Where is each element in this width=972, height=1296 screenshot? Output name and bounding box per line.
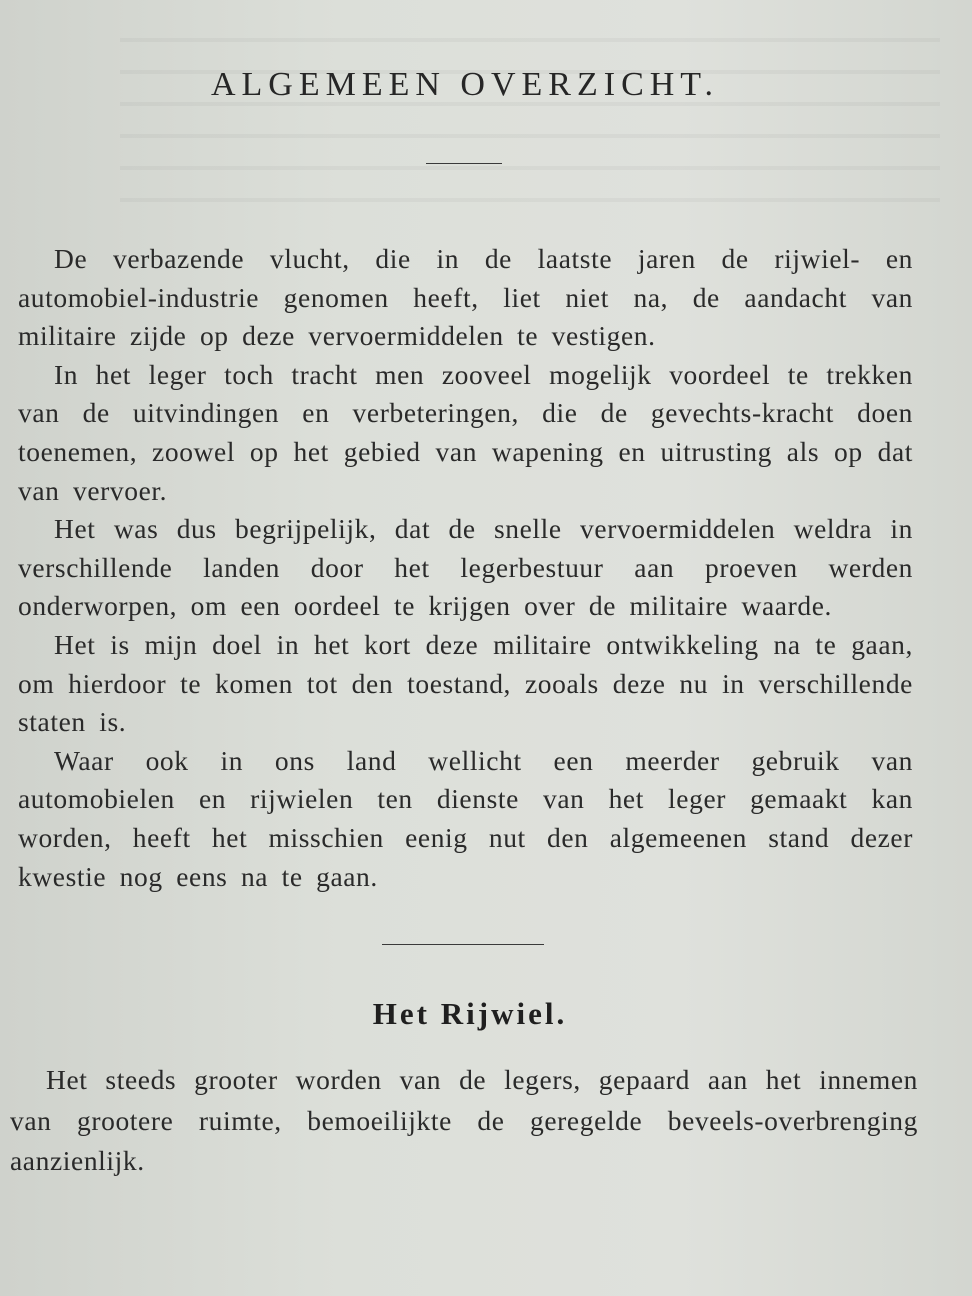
intro-text — [18, 240, 913, 896]
paragraph-4: Het is mijn doel in het kort deze militaire ontwikkeling na te gaan, om hierdoor te komen tot den toestand, zooals deze nu in verschillende staten is. — [18, 628, 913, 738]
show-through-texture — [120, 10, 940, 220]
paragraph-1: De verbazende vlucht, die in de laatste jaren de rijwiel- en automobiel-industrie genomen heeft, liet niet na, de aandacht van militaire zijde op deze vervoermiddelen te vestigen. — [18, 243, 913, 352]
section-paragraph-1: Het steeds grooter worden van de legers, gepaard aan het innemen van grootere ruimte, bemoeilijkte de geregelde beveels-overbrenging aanzienlijk. — [10, 1064, 918, 1176]
paragraph-3: Het was dus begrijpelijk, dat de snelle vervoermiddelen weldra in verschillende landen door het legerbestuur aan proeven werden onderworpen, om een oordeel te krijgen over de militaire waarde. — [18, 513, 913, 622]
title-divider — [426, 163, 502, 164]
page-title: ALGEMEEN OVERZICHT. — [210, 66, 720, 103]
section-heading: Het Rijwiel. — [372, 996, 568, 1031]
paragraph-2: In het leger toch tracht men zooveel mogelijk voordeel te trekken van de uitvindingen en verbeteringen, die de gevechts-kracht doen toenemen, zoowel op het gebied van wapening en uitrusting als op dat van vervoer. — [18, 358, 913, 506]
section-divider — [382, 944, 544, 945]
section-text — [10, 1060, 918, 1182]
paragraph-5: Waar ook in ons land wellicht een meerder gebruik van automobielen en rijwielen ten dienste van het leger gemaakt kan worden, heeft het misschien eenig nut den algemeenen stand dezer kwestie nog eens na te gaan. — [18, 744, 913, 892]
